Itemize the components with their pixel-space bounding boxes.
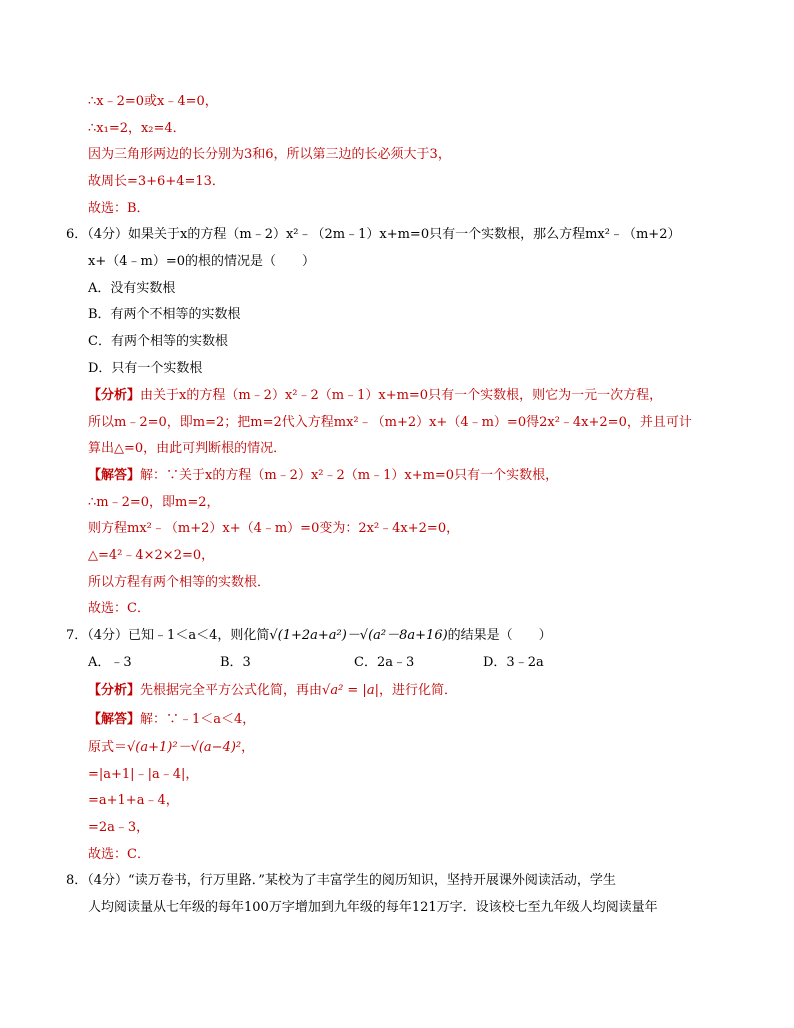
solution-line: ∴x₁=2，x₂=4． [88, 121, 186, 136]
answer-line: 故选：B． [88, 201, 150, 216]
solution-tag: 【解答】 [88, 468, 141, 483]
question-8-stem-continued: 人均阅读量从七年级的每年100万字增加到九年级的每年121万字．设该校七至九年级人均阅读量年 [88, 900, 658, 915]
solution-suffix: ， [241, 740, 255, 755]
analysis-text: 由关于x的方程（m﹣2）x²﹣2（m﹣1）x+m=0只有一个实数根，则它为一元一次方程， [140, 388, 663, 403]
analysis-block [88, 682, 457, 700]
solution-line [88, 739, 254, 757]
option-a: A．没有实数根 [88, 281, 176, 296]
solution-line: =|a+1|﹣|a﹣4|， [88, 767, 199, 782]
solution-line: =2a﹣3， [88, 820, 150, 835]
solution-line: 因为三角形两边的长分别为3和6，所以第三边的长必须大于3， [88, 147, 451, 162]
solution-line: ∴x﹣2=0或x﹣4=0， [88, 94, 218, 109]
solution-block [88, 467, 558, 485]
option-d: D．只有一个实数根 [88, 361, 203, 376]
analysis-text: 先根据完全平方公式化简，再由 [140, 683, 323, 698]
stem-prefix: 7．（4分）已知﹣1＜a＜4，则化简 [66, 628, 270, 643]
option-d: D．3﹣2a [483, 655, 544, 670]
question-8-stem: 8．（4分）“读万卷书，行万里路．”某校为了丰富学生的阅历知识，坚持开展课外阅读活动，学生 [66, 873, 616, 888]
solution-line: 所以方程有两个相等的实数根． [88, 575, 271, 590]
radical-formula: √(a+1)²－√(a−4)² [127, 740, 242, 755]
question-6-stem: 6．（4分）如果关于x的方程（m﹣2）x²﹣（2m﹣1）x+m=0只有一个实数根，那么方程mx²﹣（m+2） [66, 227, 681, 242]
option-b: B．有两个不相等的实数根 [88, 307, 241, 322]
radical-formula: √a² = |a| [322, 683, 379, 698]
solution-line: ∴m﹣2=0，即m=2， [88, 495, 220, 510]
option-c: C．2a﹣3 [354, 655, 415, 670]
question-6-stem-continued: x+（4﹣m）=0的根的情况是（ ） [88, 254, 315, 269]
solution-line: 则方程mx²﹣（m+2）x+（4﹣m）=0变为：2x²﹣4x+2=0， [88, 521, 460, 536]
answer-line: 故选：C． [88, 601, 150, 616]
analysis-tag: 【分析】 [88, 683, 141, 698]
solution-text: 解：∵关于x的方程（m﹣2）x²﹣2（m﹣1）x+m=0只有一个实数根， [140, 468, 559, 483]
option-b: B．3 [220, 655, 251, 670]
solution-line: 故周长=3+6+4=13． [88, 174, 225, 189]
solution-prefix: 原式＝ [88, 740, 128, 755]
analysis-block [88, 387, 662, 405]
solution-text: 解：∵﹣1＜a＜4， [140, 712, 256, 727]
solution-tag: 【解答】 [88, 712, 141, 727]
analysis-line: 所以m﹣2=0，即m=2；把m=2代入方程mx²﹣（m+2）x+（4﹣m）=0得2x²﹣4x+2=0，并且可计 [88, 415, 692, 430]
solution-line: =a+1+a﹣4， [88, 793, 179, 808]
option-c: C．有两个相等的实数根 [88, 334, 228, 349]
solution-block [88, 711, 255, 729]
solution-line: △=4²﹣4×2×2=0， [88, 548, 215, 563]
answer-line: 故选：C． [88, 847, 150, 862]
analysis-line: 算出△=0，由此可判断根的情况． [88, 441, 287, 456]
option-a: A．﹣3 [88, 655, 132, 670]
analysis-text-end: ，进行化简． [378, 683, 457, 698]
stem-suffix: 的结果是（ ） [447, 628, 552, 643]
analysis-tag: 【分析】 [88, 388, 141, 403]
question-7-stem [66, 627, 552, 645]
radical-formula: √(1+2a+a²)－√(a²－8a+16) [269, 628, 448, 643]
